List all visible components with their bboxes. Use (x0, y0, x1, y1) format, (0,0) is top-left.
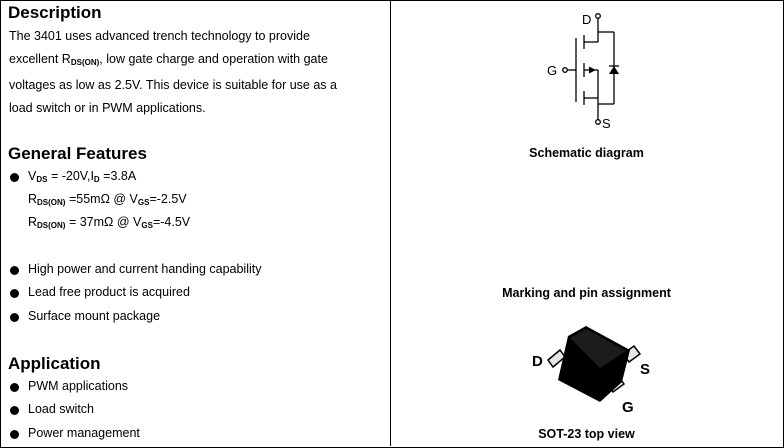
description-line-2 (9, 48, 381, 74)
spec-r: R (28, 192, 38, 206)
bullet-dot (10, 313, 19, 322)
spec-mid: =55mΩ @ V (65, 192, 138, 206)
description-line-4: load switch or in PWM applications. (9, 101, 206, 115)
application-item: Load switch (28, 402, 95, 416)
feature-item: Surface mount package (28, 309, 161, 323)
package-label-g: G (622, 399, 634, 416)
column-divider (390, 0, 391, 446)
rdson-subscript: DS(ON) (70, 58, 100, 67)
description-line-2-start: excellent R (9, 52, 71, 66)
description-heading: Description (8, 3, 102, 22)
schematic-label-g: G (547, 63, 558, 78)
spec-mid: = -20V,I (47, 169, 94, 183)
application-item: PWM applications (28, 379, 129, 393)
spec-v-sub: GS (137, 198, 150, 207)
spec-rdson-2v5 (28, 192, 187, 207)
gate-terminal (563, 68, 568, 73)
schematic-label-d: D (582, 12, 592, 27)
feature-item: High power and current handing capability (28, 262, 262, 276)
description-paragraph (9, 25, 381, 120)
source-terminal (596, 120, 601, 125)
spec-r-sub: DS(ON) (37, 198, 66, 207)
spec-v-sub: GS (141, 221, 153, 230)
body-diode (609, 66, 619, 74)
description-line-2-end: , low gate charge and operation with gate (99, 52, 328, 66)
spec-i-sub: D (93, 175, 100, 184)
package-label-d: D (532, 353, 543, 370)
spec-r-sub: DS(ON) (37, 221, 66, 230)
spec-r: R (28, 215, 38, 229)
features-heading: General Features (8, 144, 147, 163)
package-label-s: S (640, 361, 651, 378)
application-item: Power management (28, 426, 140, 440)
spec-rdson-4v5 (28, 215, 190, 230)
spec-end: =-4.5V (152, 215, 191, 229)
spec-vds-id (28, 169, 136, 184)
application-heading: Application (8, 354, 101, 373)
bullet-dot (10, 406, 19, 415)
spec-end: =-2.5V (149, 192, 187, 206)
bullet-dot (10, 383, 19, 392)
body-arrow (589, 67, 596, 74)
description-line-3: voltages as low as 2.5V. This device is suitable for use as a (9, 78, 337, 92)
sot23-package (528, 322, 660, 422)
schematic-caption: Schematic diagram (529, 146, 644, 160)
marking-caption: Marking and pin assignment (502, 286, 671, 300)
schematic-label-s: S (602, 116, 611, 130)
spec-v-sub: DS (36, 175, 48, 184)
spec-v: V (28, 169, 37, 183)
spec-mid: = 37mΩ @ V (65, 215, 142, 229)
spec-end: =3.8A (99, 169, 137, 183)
description-line-1: The 3401 uses advanced trench technology to provide (9, 29, 310, 43)
bullet-dot (10, 430, 19, 439)
feature-item: Lead free product is acquired (28, 285, 190, 299)
bullet-dot (10, 173, 19, 182)
package-caption: SOT-23 top view (538, 427, 635, 441)
bullet-dot (10, 289, 19, 298)
bullet-dot (10, 266, 19, 275)
mosfet-schematic (540, 8, 630, 130)
drain-terminal (596, 14, 601, 19)
